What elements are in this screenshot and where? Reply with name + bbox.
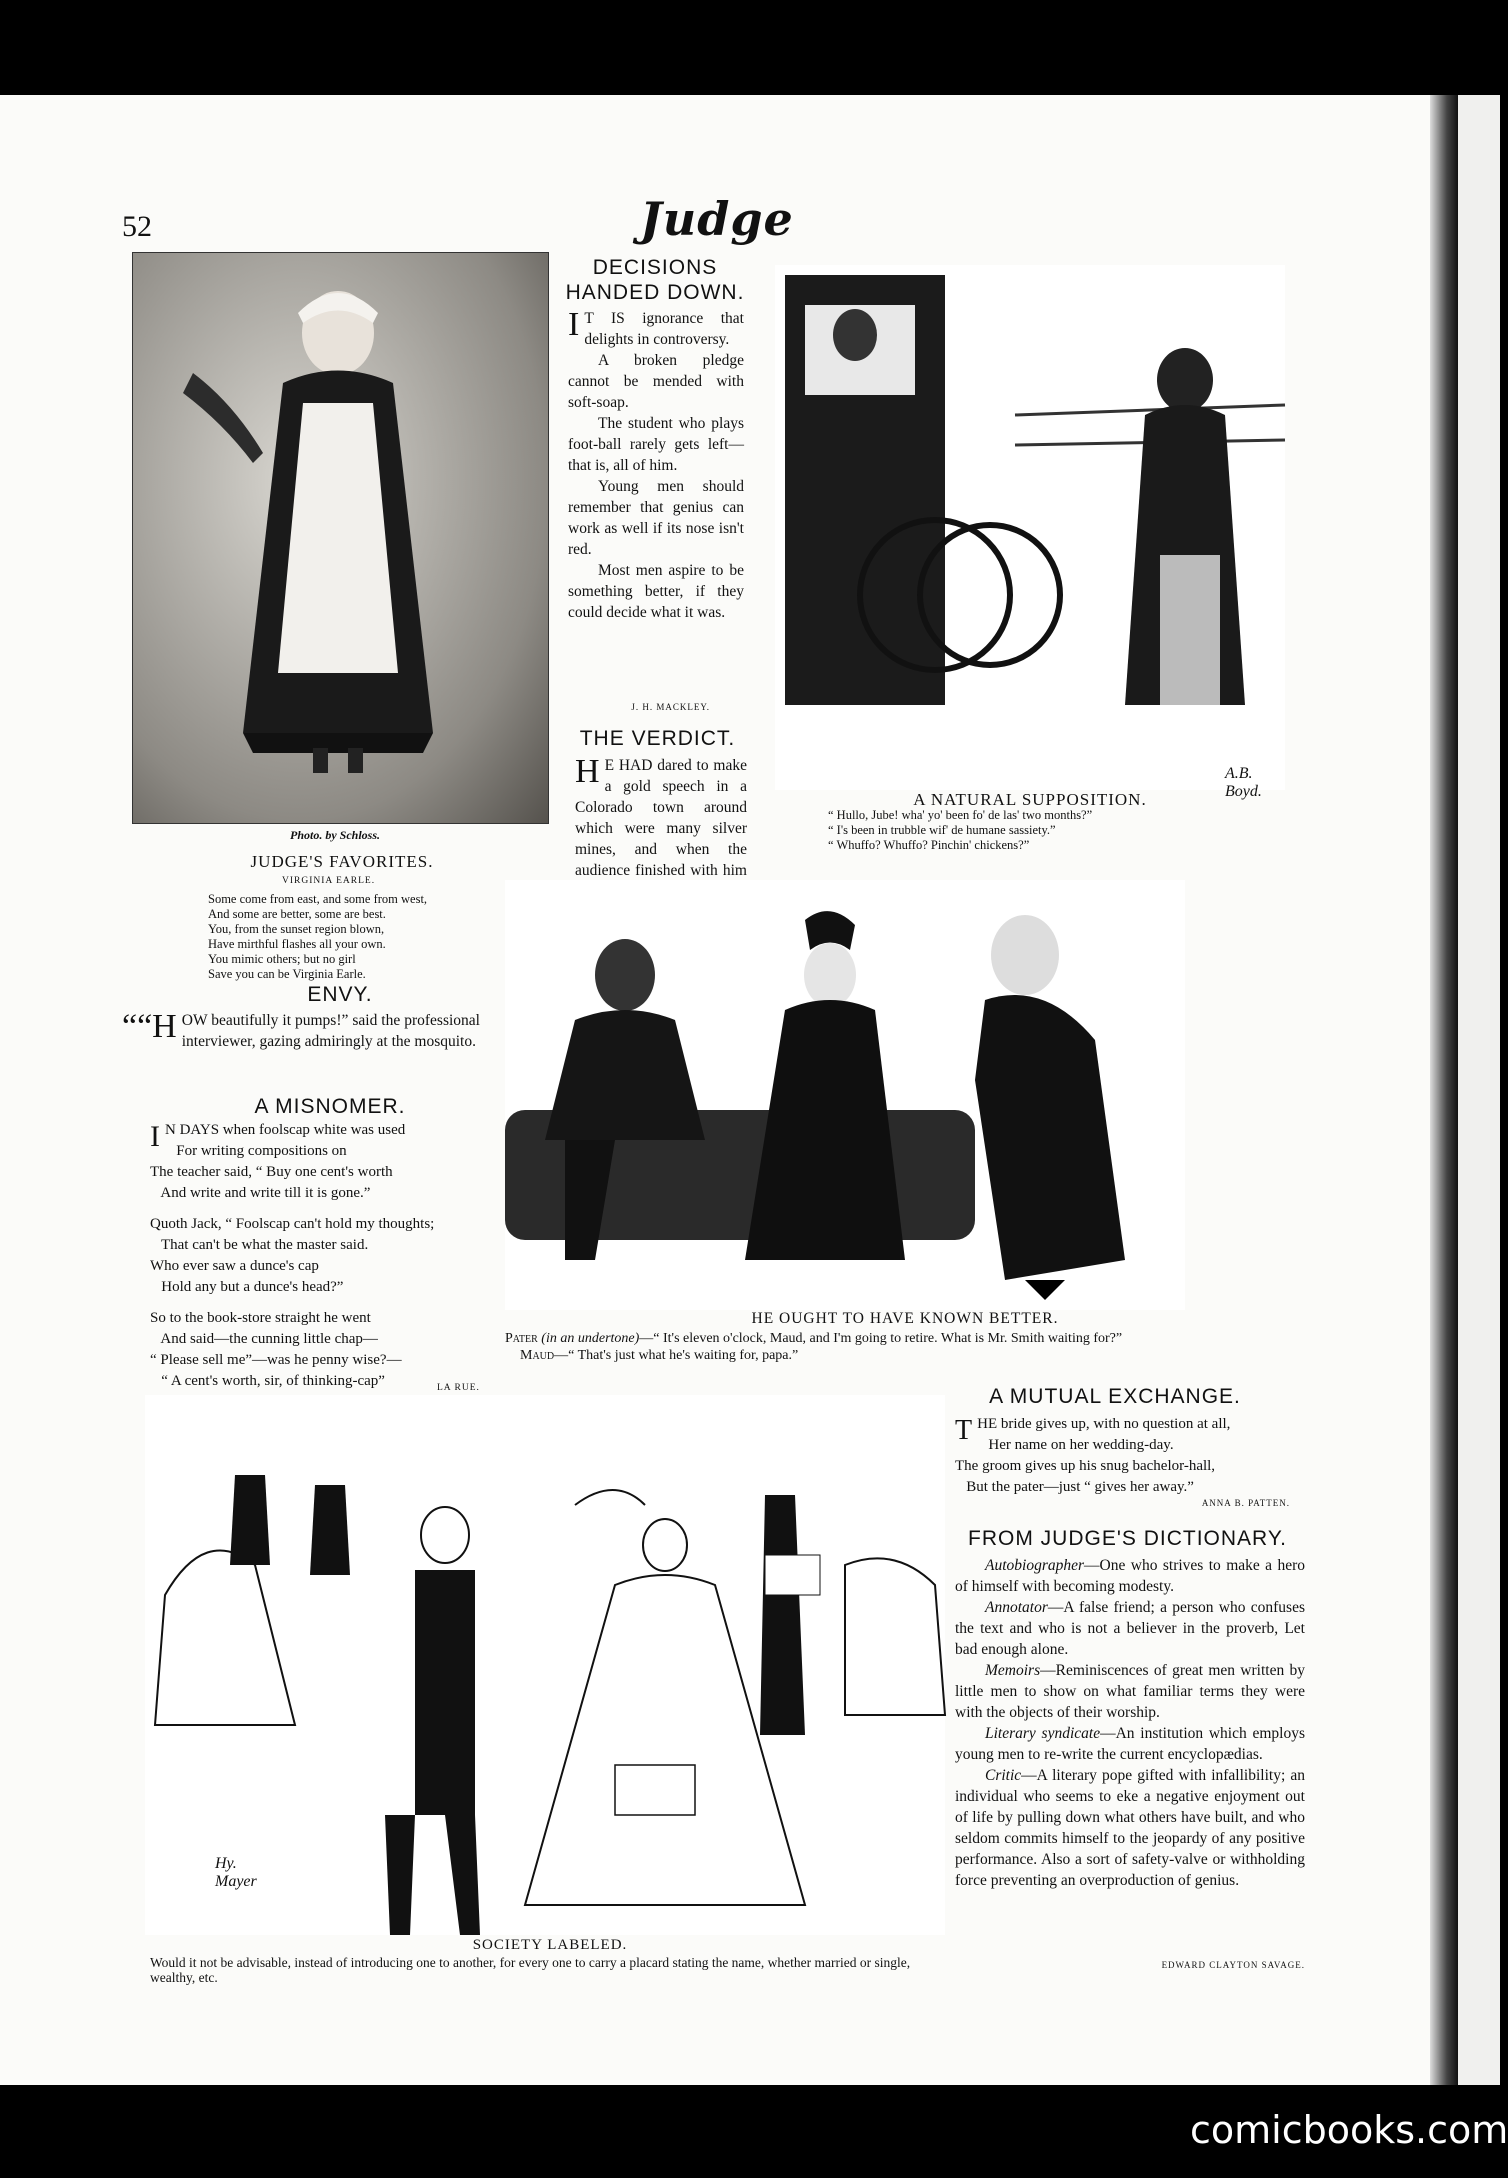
dictionary-title: FROM JUDGE'S DICTIONARY. <box>968 1527 1287 1550</box>
portrait-photo <box>132 252 549 824</box>
la-rue-signature: LA RUE. <box>437 1383 480 1393</box>
envy-text: OW beautifully it pumps!” said the professional interviewer, gazing admiringly at the mosquito. <box>181 1012 480 1050</box>
boyd-signature: A.B. Boyd. <box>1225 765 1262 800</box>
natural-dialogue <box>828 808 1248 853</box>
natural-title: A NATURAL SUPPOSITION. <box>913 790 1147 809</box>
dictionary-entry-1: Autobiographer—One who strives to make a hero of himself with becoming modesty. <box>955 1557 1305 1595</box>
comicbooks-watermark[interactable]: comicbooks.com <box>1190 2108 1508 2152</box>
dictionary-byline: EDWARD CLAYTON SAVAGE. <box>1161 1960 1305 1970</box>
natural-line-3: “ Whuffo? Whuffo? Pinchin' chickens?” <box>828 838 1030 852</box>
page-number: 52 <box>122 210 152 243</box>
verdict-title: THE VERDICT. <box>579 727 736 750</box>
known-better-dialogue <box>505 1330 1305 1364</box>
dictionary-entry-2: Annotator—A false friend; a person who confuses the text and who is not a believer in the proverb, Let bad enough alone. <box>955 1599 1305 1658</box>
pater-speaker: Pater <box>505 1331 538 1346</box>
natural-line-1: “ Hullo, Jube! wha' yo' been fo' de las' two months?” <box>828 808 1093 822</box>
verdict-dropcap: H <box>575 753 600 790</box>
envy-dropcap: ““H <box>122 1008 177 1045</box>
decisions-dropcap: I <box>568 306 580 343</box>
verdict-text: E HAD dared to make a gold speech in a Colorado town around which were many silver mines, and when the audience finished with him <box>575 757 747 879</box>
decisions-article <box>568 308 744 623</box>
society-title: SOCIETY LABELED. <box>472 1937 628 1953</box>
favorites-subtitle: VIRGINIA EARLE. <box>282 876 376 886</box>
decisions-p5: Most men aspire to be something better, if they could decide what it was. <box>568 562 744 621</box>
envy-article <box>122 1010 480 1052</box>
pater-line: —“ It's eleven o'clock, Maud, and I'm going to retire. What is Mr. Smith waiting for?” <box>639 1331 1123 1346</box>
favorites-title: JUDGE'S FAVORITES. <box>250 852 434 871</box>
mutual-verse: HE bride gives up, with no question at all, Her name on her wedding-day. The groom gives up his snug bachelor-hall, But the pater—just “ gives her away.” <box>955 1416 1231 1495</box>
binding-gutter <box>1430 95 1458 2085</box>
decisions-p2: A broken pledge cannot be mended with soft-soap. <box>568 352 744 411</box>
maud-line: —“ That's just what he's waiting for, papa.” <box>554 1348 799 1363</box>
misnomer-stanza-1: N DAYS when foolscap white was used For writing compositions on The teacher said, “ Buy one cent's worth And write and write till it is gone.” <box>150 1122 406 1201</box>
misnomer-poem <box>150 1120 500 1392</box>
misnomer-stanza-3: So to the book-store straight he went And said—the cunning little chap— “ Please sell me”—was he penny wise?— “ A cent's worth, sir, of thinking-cap” <box>150 1310 402 1389</box>
pater-aside: (in an undertone) <box>541 1331 640 1346</box>
society-labeled-illustration <box>145 1395 945 1935</box>
mayer-signature: Hy. Mayer <box>215 1855 257 1890</box>
photo-credit: Photo. by Schloss. <box>290 828 381 842</box>
society-caption: Would it not be advisable, instead of introducing one to another, for every one to carry a placard stating the name, whether married or single, wealthy, etc. <box>150 1955 911 1985</box>
mutual-title: A MUTUAL EXCHANGE. <box>989 1385 1241 1408</box>
decisions-byline: J. H. MACKLEY. <box>631 702 710 712</box>
known-better-title: HE OUGHT TO HAVE KNOWN BETTER. <box>751 1310 1059 1327</box>
mutual-poem <box>955 1414 1315 1498</box>
misnomer-title: A MISNOMER. <box>254 1095 406 1118</box>
decisions-title: DECISIONS HANDED DOWN. <box>565 256 745 304</box>
natural-line-2: “ I's been in trubble wif' de humane sassiety.” <box>828 823 1056 837</box>
decisions-p4: Young men should remember that genius can work as well if its nose isn't red. <box>568 478 744 558</box>
mutual-dropcap: T <box>955 1415 973 1446</box>
dictionary-article <box>955 1555 1305 1891</box>
dictionary-entry-3: Memoirs—Reminiscences of great men written by little men to show on what familiar terms they were with the objects of their worship. <box>955 1662 1305 1721</box>
envy-title: ENVY. <box>307 983 373 1006</box>
masthead-logo: Judge <box>640 192 794 246</box>
known-better-illustration <box>505 880 1185 1310</box>
mutual-byline: ANNA B. PATTEN. <box>1201 1498 1290 1508</box>
dictionary-entry-4: Literary syndicate—An institution which employs young men to re-write the current encyclopædias. <box>955 1725 1305 1763</box>
decisions-p3: The student who plays foot-ball rarely gets left—that is, all of him. <box>568 415 744 474</box>
facing-page-edge <box>1458 95 1500 2085</box>
dictionary-entry-5: Critic—A literary pope gifted with infallibility; an individual who seems to eke a negative enjoyment out of life by pulling down what others have built, and who seldom commits himself to the jeopardy of any positive performance. Also a sort of safety-valve or withholding force preventing an overproduction of genius. <box>955 1767 1305 1889</box>
favorites-verse: Some come from east, and some from west, And some are better, some are best. You, from the sunset region blown, Have mirthful flashes all your own. You mimic others; but no girl Save you can be Virginia Earle. <box>208 892 428 981</box>
misnomer-stanza-2: Quoth Jack, “ Foolscap can't hold my thoughts; That can't be what the master said. Who ever saw a dunce's cap Hold any but a dunce's head?” <box>150 1216 435 1295</box>
decisions-p1: T IS ignorance that delights in controversy. <box>584 310 744 348</box>
maud-speaker: Maud <box>520 1348 555 1363</box>
misnomer-dropcap: I <box>150 1120 160 1153</box>
portrait-figure <box>133 253 548 823</box>
